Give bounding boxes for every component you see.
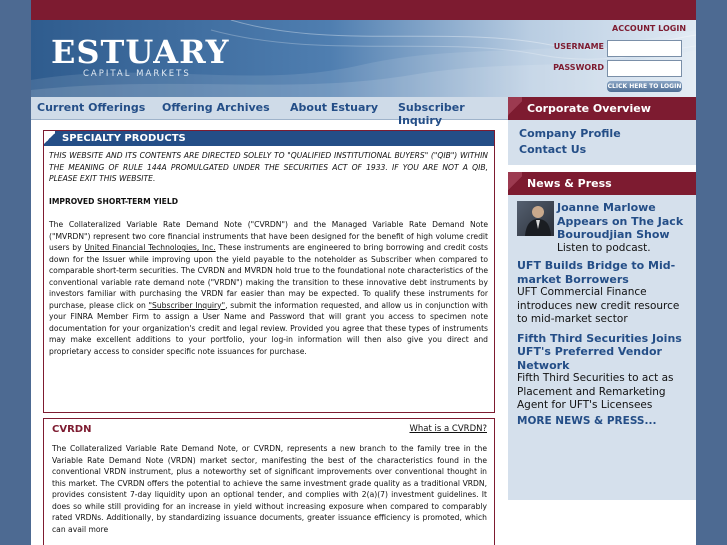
subscriber-inquiry-link[interactable]: "Subscriber Inquiry" (148, 300, 226, 310)
news-press-title: News & Press (527, 177, 612, 190)
nav-about-estuary[interactable]: About Estuary (290, 101, 379, 114)
paragraph-text: The Collateralized Variable Rate Demand Note ("CVRDN") and the Managed Variable Rate Demand Note ("MVRDN") represent two core financial instruments that have been designed for the benefit of high volume credit users by (49, 220, 488, 252)
specialty-products-panel (43, 130, 495, 413)
corporate-overview-header (508, 97, 696, 120)
specialty-products-body (44, 146, 494, 357)
specialty-paragraph (49, 219, 488, 357)
main-nav (31, 97, 508, 127)
news-item (517, 259, 692, 327)
cvrdn-title: CVRDN (52, 424, 92, 435)
nav-offering-archives[interactable]: Offering Archives (162, 101, 270, 114)
uft-link[interactable]: United Financial Technologies, Inc. (84, 243, 216, 252)
sidebar (508, 97, 696, 545)
news-press-header (508, 172, 696, 195)
contact-us-link[interactable]: Contact Us (519, 143, 587, 156)
cvrdn-panel (43, 418, 495, 545)
logo-subtitle: CAPITAL MARKETS (83, 69, 191, 79)
logo[interactable]: ESTUARY (51, 33, 230, 71)
username-field[interactable] (607, 40, 682, 57)
header-notch (44, 131, 55, 146)
specialty-products-header (44, 131, 494, 146)
news-body: UFT Commercial Finance introduces new credit resource to mid-market sector (517, 286, 680, 325)
news-title[interactable]: Fifth Third Securities Joins UFT's Preferred Vendor Network (517, 331, 682, 372)
header-notch (508, 97, 522, 120)
top-bar (31, 0, 696, 20)
password-label: PASSWORD (553, 63, 604, 72)
login-button[interactable]: CLICK HERE TO LOGIN (607, 83, 682, 90)
password-field[interactable] (607, 60, 682, 77)
company-profile-link[interactable]: Company Profile (519, 127, 621, 140)
corporate-overview-title: Corporate Overview (527, 102, 651, 115)
podcast-photo[interactable] (517, 201, 554, 236)
more-news-link[interactable]: MORE NEWS & PRESS... (517, 414, 657, 427)
paragraph-text: , submit the information requested, and allow us in conjunction with your FINRA Member Firm to assign a User Name and Password that will grant you access to specimen note documentation for your organization's credit and legal review. Provided you agree that these types of instruments may make excellent additions to your portfolio, your log-in information will then also give you direct and proprietary access to consider specific note issuances for purchase. (49, 300, 488, 356)
header-notch (508, 172, 522, 195)
corporate-links (508, 120, 696, 165)
specialty-products-title: SPECIALTY PRODUCTS (62, 133, 186, 144)
news-list (508, 195, 696, 500)
what-is-cvrdn-link[interactable]: What is a CVRDN? (409, 424, 487, 434)
page (31, 0, 696, 545)
person-silhouette-icon (517, 201, 554, 236)
news-body: Fifth Third Securities to act as Placement and Remarketing Agent for UFT's Licensees (517, 372, 674, 411)
qib-notice: THIS WEBSITE AND ITS CONTENTS ARE DIRECTED SOLELY TO "QUALIFIED INSTITUTIONAL BUYERS" ("QIB") WITHIN THE MEANING OF RULE 144A PROMULGATED UNDER THE SECURITIES ACT OF 1933. IF YOU ARE NOT A QIB, PLEASE EXIT THIS WEBSITE. (49, 151, 488, 183)
news-title[interactable]: UFT Builds Bridge to Mid-market Borrowers (517, 259, 676, 286)
news-item (517, 332, 692, 413)
nav-current-offerings[interactable]: Current Offerings (37, 101, 146, 114)
paragraph-text: These instruments are engineered to bring borrowing and credit costs down for the Issuer while improving upon the yield payable to the noteholder as Subscriber when compared to comparable short-term securities. The CVRDN and MVRDN hold true to the foundational note characteristics of the conventional variable rate demand note ("VRDN") making the transition to these innovative debt instruments by investors familiar with purchasing the VRDN far easier than may be expected. To qualify these instruments for purchase, please click on (49, 243, 488, 310)
cvrdn-body: The Collateralized Variable Rate Demand Note, or CVRDN, represents a new branch to the family tree in the Variable Rate Demand Note (VRDN) market sector, manifesting the best of the characteristics found in the conventional VRDN instrument, plus a noteworthy set of significant improvements over conventional thought in this market. The CVRDN offers the potential to achieve the same investment grade quality as a traditional VRDN, provides consistent 7-day liquidity upon an optional tender, and complies with 2(a)(7) investment guidelines. It does so while still providing for an increase in yield without increasing exposure when compared to comparably rated VRDNs. Additionally, by standardizing issuance documents, greater issuance efficiency is promoted, which can avail more (52, 444, 487, 534)
sidebar-spacer (508, 165, 696, 172)
news-item (517, 201, 692, 255)
section-subheading: IMPROVED SHORT-TERM YIELD (49, 197, 179, 206)
news-title[interactable]: Joanne Marlowe Appears on The Jack Bouroudjian Show (557, 201, 684, 241)
main-content (43, 130, 495, 545)
login-title: ACCOUNT LOGIN (612, 24, 687, 33)
header (31, 20, 696, 97)
news-body: Listen to podcast. (557, 241, 651, 254)
nav-subscriber-inquiry[interactable]: Subscriber Inquiry (398, 101, 465, 127)
username-label: USERNAME (553, 42, 604, 51)
